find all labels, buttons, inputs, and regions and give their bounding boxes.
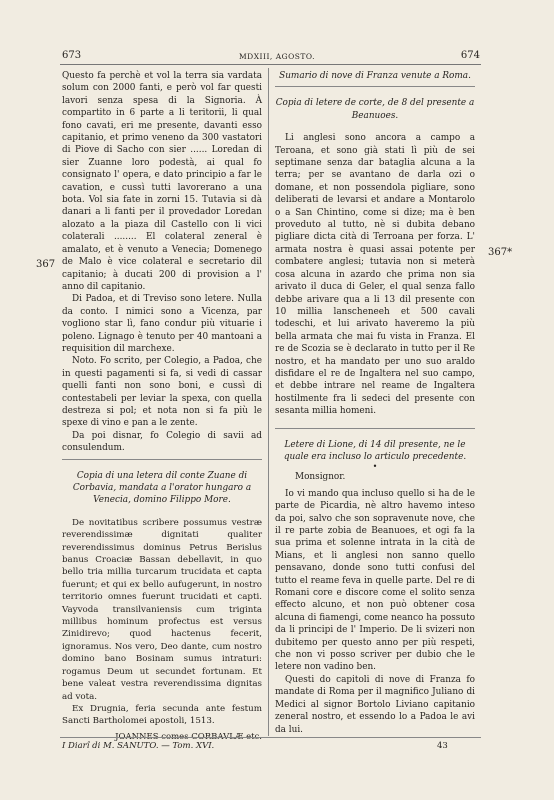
left-paragraph-3: Noto. Fo scrito, per Colegio, a Padoa, che in questi pagamenti si fa, si vedi di cassar quelli fanti non sono boni, e cussì di contestabeli per leviar la spexa, con quella destreza si pol; et nota non si fa più le spexe di vino e pan a le zente. <box>62 356 262 429</box>
section-rule <box>275 86 475 87</box>
page-number-right: 674 <box>460 50 480 61</box>
salutation: Monsignor. <box>295 472 346 483</box>
margin-number-right: 367* <box>488 247 513 258</box>
left-paragraph-4: Da poi disnar, fo Colegio di savii ad consulendum. <box>62 430 262 454</box>
right-paragraph-2: Io vi mando qua incluso quello si ha de le parte de Picardia, nè altro havemo inteso da poi, salvo che son sopravenute nove, che il re parte zobia de Beanuoes, et ogi fa la sua prima et solenne intrata in la cità de Mians, et li anglesi non sanno quello pensavano, donde sono tutti confusi del tutto el reame feva in quelle parte. Del re di Romani core e discore come el solito senza effecto alcuno, et non può obtener cosa alcuna di fiamengi, come neanco ha possuto da li principi de l' Imperio. De li svizeri non dubitemo per questo anno per più respeti, che non vi posso scriver per dubio che le letere non vadino ben. <box>275 488 475 673</box>
header-rule <box>60 64 481 65</box>
section-rule <box>275 428 475 429</box>
latin-letter-date: Ex Drugnia, feria secunda ante festum Sancti Bartholomei apostoli, 1513. <box>62 703 262 727</box>
left-paragraph-2: Di Padoa, et di Treviso sono letere. Nulla da conto. I nimici sono a Vicenza, par vogliono star lì, fano condur più vituarie i poleno. Lignago è tenuto per 40 mantoani a requisition dil marchexe. <box>62 294 262 354</box>
right-paragraph-3: Questi do capitoli di nove di Franza fo mandate di Roma per il magnifico Juliano di Medici al signor Bortolo Liviano capitanio zeneral nostro, et essendo lo a Padoa le avi da lui. <box>275 674 475 735</box>
left-paragraph-1: Questo fa perchè et vol la terra sia vardata solum con 2000 fanti, e però vol far questi lavori senza spesa di la Signoria. À compartito in 6 parte a li teritorii, li qual fono cavati, eri me presente, davanti esso capitanio, et primo veneno da 300 vastatori di Piove di Sacho con sier ...... Loredan di sier Zuanne loro podestà, ai qual fo consignato l' opera, e dato principio a far le cavation, e cussì tutti lavorerano a una bota. Vol sia fate in zorni 15. Tutavia si dà danari a li fanti per il provedador Loredan alozato a la piaza dil Castello con li vici colaterali ........ El colateral zeneral è amalato, et è venuto a Venecia; Domenego de Malo è vice colateral e secretario dil capitanio; à ducati 200 di provision a l' anno dil capitanio. <box>62 71 262 292</box>
letter-heading: Copia di una letera dil conte Zuane di Corbavia, mandata a l'orator hungaro a Venecia, domino Filippo More. <box>72 470 252 506</box>
right-paragraph-1: Li anglesi sono ancora a campo a Teroana, et sono già stati lì più de sei septimane senza dar bataglia alcuna a la terra; per se avantano de darla ozi o domane, et non possendola pigliare, sono deliberati de levarsi et andare a Montarolo o a San Chintino, come si dize; ma è ben proveduto al tutto, nè si dubita debano pigliare dicta cità di Terroana per forza. L' armata nostra è quasi assai potente per combatere anglesi; tutavia non si meterà cosa alcuna in azardo che prima non sia arivato il duca di Geler, el qual senza fallo debbe arivare qua a li 13 dil presente con 10 millia lanscheneeh et 500 cavali todeschi, et lui arivato haveremo la più bella armata che mai fu vista in Franza. El re de Scozia se è declarato in tutto per il Re nostro, et ha mandato per uno suo araldo disfidare el re de Ingaltera nel suo campo, et debbe intrare nel reame de Ingaltera hostilmente fra li sedeci del presente con sesanta millia homeni. <box>275 133 475 417</box>
signature-number: 43 <box>437 741 448 751</box>
margin-number-left: 367 <box>36 259 56 270</box>
bullet-dot: • <box>372 462 378 472</box>
page-number-left: 673 <box>62 50 82 61</box>
summary-heading: Sumario di nove di Franza venute a Roma. <box>279 71 471 81</box>
lyon-letter-heading: Letere di Lione, di 14 dil presente, ne le quale era incluso lo articulo precedente. <box>283 439 467 462</box>
letter-signature: JOANNES comes CORBAVLÆ etc. <box>115 731 262 742</box>
running-header: MDXIII, AGOSTO. <box>239 52 315 61</box>
footer-title: I Diarî di M. SANUTO. — Tom. XVI. <box>62 741 215 751</box>
left-column <box>62 70 262 743</box>
right-column <box>275 70 475 736</box>
column-divider <box>268 68 269 736</box>
section-rule <box>62 459 262 460</box>
latin-letter-body: De novitatibus scribere possumus vestræ reverendissimæ dignitati qualiter reverendissimus dominus Petrus Berislus banus Croaciæ Bassan debellavit, in quo bello tria millia turcarum trucidata et capta fuerunt; et qui ex bello aufugerunt, in nostro territorio omnes fuerunt trucidati et capti. Vayvoda transilvaniensis cum triginta millibus hominum profectus est versus Zinidirevo; quod hactenus fecerit, ignoramus. Nos vero, Deo dante, cum nostro domino bano Bosinam sumus intraturi: rogamus Deum ut secundet fortunam. Et bene valeat vestra reverendissima dignitas ad vota. <box>62 517 262 702</box>
footer-rule <box>60 737 481 738</box>
court-letter-heading: Copia di letere de corte, de 8 del presente a Beanuoes. <box>275 98 475 121</box>
